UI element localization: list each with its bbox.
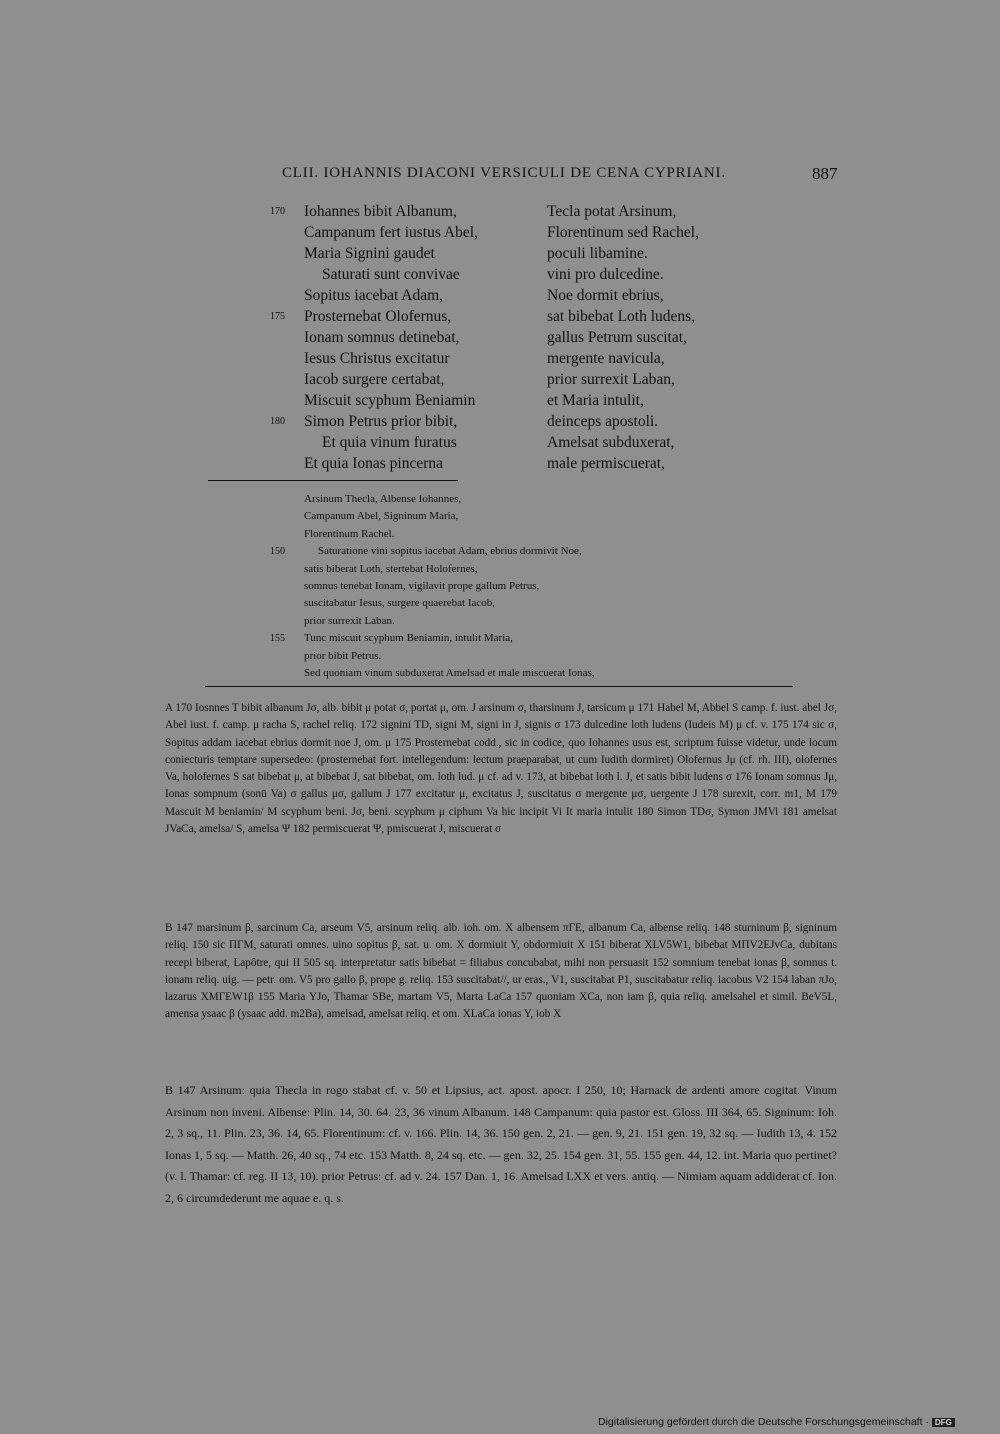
line-number: 155 xyxy=(270,633,285,645)
verse-left-half: Et quia vinum furatus xyxy=(322,434,457,451)
verse-left-half: Iacob surgere certabat, xyxy=(304,371,445,388)
verse-left-half: Saturati sunt convivae xyxy=(322,266,460,283)
verse-left-half: Iesus Christus excitatur xyxy=(304,350,450,367)
second-text-content: satis biberat Loth, stertebat Holofernes, xyxy=(304,562,478,575)
verse-left-half: Sopitus iacebat Adam, xyxy=(304,287,444,304)
verse-left-half: Maria Signini gaudet xyxy=(304,245,435,262)
apparatus-c: B 147 Arsinum: quia Thecla in rogo stabat cf. v. 50 et Lipsius, act. apost. apocr. I 250, 10; Harnack de ardenti amore cogitat. Vinum Arsinum non inveni. Albense: Plin. 14, 30. 64. 23, 36 vinum Albanum. 148 Campanum: quia pastor est. Gloss. III 364, 65. Signinum: Ioh. 2, 3 sq., 11. Plin. 23, 36. 14, 65. Florentinum: cf. v. 166. Plin. 14, 36. 150 gen. 2, 21. — gen. 9, 21. 151 gen. 19, 32 sq. — Iudith 13, 4. 152 Ionas 1, 5 sq. — Matth. 26, 40 sq., 74 etc. 153 Matth. 8, 24 sq. etc. — gen. 32, 25. 154 gen. 31, 55. 155 gen. 44, 12. int. Maria quo pertinet? (v. l. Thamar: cf. reg. II 13, 10). prior Petrus: cf. ad v. 24. 157 Dan. 1, 16. Amelsad LXX et vers. antiq. — Nimiam aquam addiderat cf. Ion. 2, 6 circumdederunt me aquae e. q. s. xyxy=(165,1083,837,1205)
second-text-content: suscitabatur Iesus, surgere quaerebat Iacob, xyxy=(304,597,495,610)
dfg-logo: DFG xyxy=(932,1418,955,1427)
second-text-content: prior surrexit Laban. xyxy=(304,614,395,627)
verse-right-half: Florentinum sed Rachel, xyxy=(547,224,699,241)
second-text-content: Saturatione vini sopitus iacebat Adam, ebrius dormivit Noe, xyxy=(318,545,582,558)
line-number: 170 xyxy=(270,206,285,217)
second-text-content: Sed quoniam vinum subduxerat Amelsad et male miscuerat Ionas, xyxy=(304,667,595,679)
verse-right-half: vini pro dulcedine. xyxy=(547,266,664,283)
divider-rule-short xyxy=(208,480,458,481)
verse-left-half: Campanum fert iustus Abel, xyxy=(304,224,478,241)
verse-left-half: Prosternebat Olofernus, xyxy=(304,308,452,325)
second-text-content: Arsinum Thecla, Albense Iohannes, xyxy=(304,493,462,505)
verse-left-half: Simon Petrus prior bibit, xyxy=(304,413,458,430)
verse-right-half: sat bibebat Loth ludens, xyxy=(547,308,696,325)
verse-right-half: poculi libamine. xyxy=(547,245,648,262)
second-text-content: prior bibit Petrus. xyxy=(304,649,382,662)
verse-left-half: Ionam somnus detinebat, xyxy=(304,329,460,346)
verse-right-half: male permiscuerat, xyxy=(547,455,665,472)
verse-right-half: Tecla potat Arsinum, xyxy=(547,203,677,220)
verse-left-half: Iohannes bibit Albanum, xyxy=(304,203,457,220)
apparatus-a: A 170 Iosnnes T bibit albanum Jσ, alb. bibit μ potat σ, portat μ, om. J arsinum σ, tharsinum J, tarsicum μ 171 Habel M, Abbel S camp. f. iust. abel Jσ, Abel iust. f. camp. μ racha S, rachel reliq. 172 signini TD, signi M, signi in J, signis σ 173 dulcedine loth ludens (Iudeis M) μ cf. v. 175 174 sic σ, Sopitus addam iacebat ebrius dormit noe J, om. μ 175 Prosternebat codd., sic in codice, quo Iohannes usus est, scriptum fuisse videtur, unde locum coniecturis temptare supersedeo: (prosternebat fort. intellegendum: lectum praeparabat, ut cum Iudith dormiret) Olofernus Jμ (cf. rh. III), olofernes Va, holofernes S sat bibebat μ, at bibebat J, sat bibebat, om. loth lud. μ cf. ad v. 173, at bibebat loth l. J, et satis bibit ludens σ 176 Ionam somnus Jμ, Ionas sompnum (sonū Va) σ gallus μσ, gallum J 177 excitatur μ, excitatus J, suscitatus σ mergente μσ, uergente J 178 surexit, corr. m1, M 179 Mascuit M beniamin/ M scyphum beni. Jσ, beni. scyphum μ ciphum Va hic incipit Vi It maria intulit 180 Simon TDσ, Symon JMVi 181 amelsat JVaCa, amelsa/ S, amelsa Ψ 182 permiscuerat Ψ, pmiscuerat J, miscuerat σ xyxy=(165,702,837,836)
second-text-content: somnus tenebat Ionam, vigilavit prope gallum Petrus, xyxy=(304,580,540,592)
second-text-content: Tunc miscuit scyphum Beniamin, intulit Maria, xyxy=(304,632,513,645)
line-number: 175 xyxy=(270,311,285,322)
verse-right-half: prior surrexit Laban, xyxy=(547,371,675,388)
apparatus-b: B 147 marsinum β, sarcinum Ca, arseum V5, arsinum reliq. alb. ioh. om. X albensem πΓE, albanum Ca, albense reliq. 148 sturninum β, signinum reliq. 150 sic ΠΓM, saturati omnes. uino sopitus β, sat. u. om. X dormiuit Y, obdormiuit X 151 biberat XLV5W1, bibebat MΠV2EJvCa, dubitans recepi biberat, Lapôtre, qui II 505 sq. interpretatur satis bibebat = filiabus concubabat, mihi non persuasit 152 somnium tenebat ionas β, somnus t. ionam reliq. uig. — petr. om. V5 pro gallo β, prope g. reliq. 153 suscitabat//, ur eras., V1, suscitabat P1, suscitabatur reliq. iacobus V2 154 laban πJo, lazarus XMΓEW1β 155 Maria YJo, Thamar SBe, martam V5, Marta LaCa 157 quoniam XCa, non iam β, quia reliq. amelsahel et simil. BeV5L, amensa ysaac β (ysaac add. m2Ba), amelsad, amelsat reliq. et om. XLaCa ionas Y, iob X xyxy=(165,922,837,1021)
verse-right-half: mergente navicula, xyxy=(547,350,665,367)
verse-right-half: deinceps apostoli. xyxy=(547,413,659,430)
page-number: 887 xyxy=(812,164,838,183)
verse-right-half: et Maria intulit, xyxy=(547,392,644,409)
line-number: 180 xyxy=(270,416,285,427)
second-text-content: Campanum Abel, Signinum Maria, xyxy=(304,510,459,523)
second-text-content: Florentinum Rachel. xyxy=(304,527,395,540)
divider-rule-long xyxy=(205,686,793,687)
verse-left-half: Et quia Ionas pincerna xyxy=(304,455,444,472)
verse-right-half: Noe dormit ebrius, xyxy=(547,287,664,304)
verse-left-half: Miscuit scyphum Beniamin xyxy=(304,392,476,409)
verse-right-half: gallus Petrum suscitat, xyxy=(547,329,687,346)
credit-text: Digitalisierung gefördert durch die Deutsche Forschungsgemeinschaft · xyxy=(598,1416,929,1428)
line-number: 150 xyxy=(270,546,285,558)
running-title: CLII. IOHANNIS DIACONI VERSICULI DE CENA CYPRIANI. xyxy=(282,165,726,181)
digitization-credit xyxy=(598,1416,955,1428)
verse-right-half: Amelsat subduxerat, xyxy=(547,434,675,451)
